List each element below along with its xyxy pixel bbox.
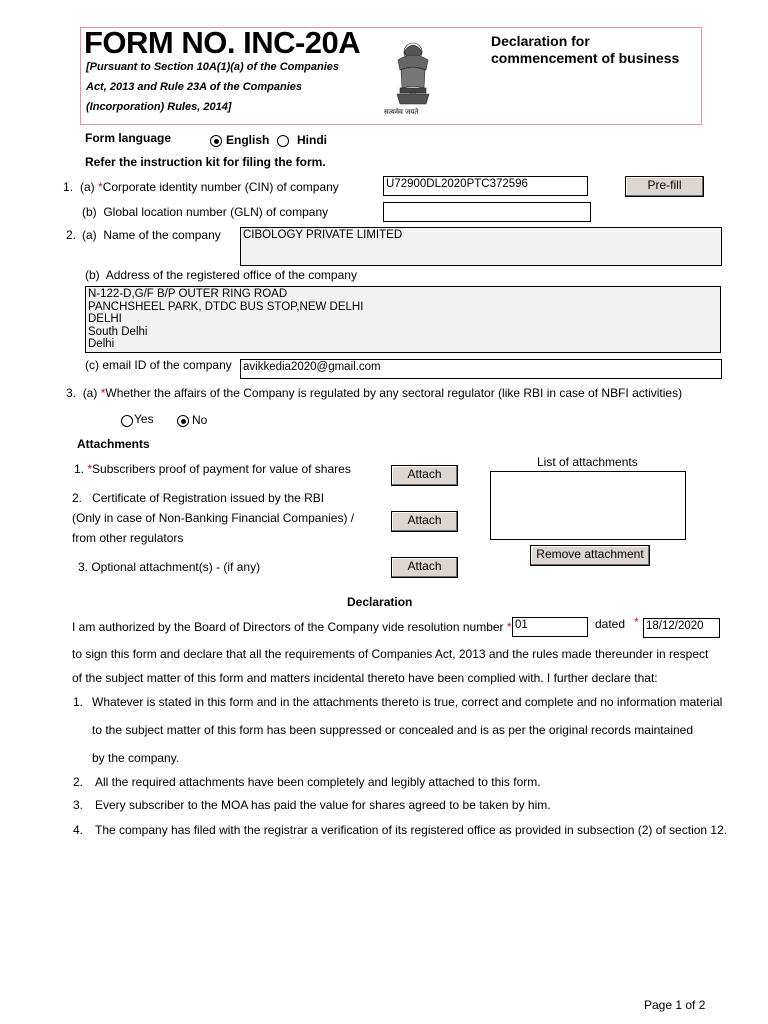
- registered-address-field[interactable]: [85, 286, 721, 353]
- attach-button-2[interactable]: Attach: [391, 511, 458, 532]
- q1b-label: [82, 205, 328, 219]
- attachments-title: Attachments: [77, 437, 150, 451]
- declaration-line-2: to sign this form and declare that all the requirements of Companies Act, 2013 and the rules made thereunder in respect: [72, 647, 709, 661]
- radio-yes-label: Yes: [134, 412, 154, 426]
- gln-input[interactable]: [383, 202, 591, 222]
- point-4-number: 4.: [73, 823, 84, 837]
- q2b-label: [85, 268, 357, 282]
- q2c-text: email ID of the company: [102, 358, 232, 372]
- q2c-label: [85, 358, 232, 372]
- q1a-text: Corporate identity number (CIN) of company: [102, 180, 339, 194]
- page-number: Page 1 of 2: [644, 998, 706, 1012]
- declaration-line-3: of the subject matter of this form and matters incidental thereto have been complied with. I further declare that:: [72, 671, 658, 685]
- point-1-line-2: to the subject matter of this form has been suppressed or concealed and is as per the original records maintained: [92, 723, 694, 737]
- address-line-5: Delhi: [88, 338, 115, 350]
- dated-label: dated: [595, 617, 626, 631]
- address-line-2: PANCHSHEEL PARK, DTDC BUS STOP,NEW DELHI: [88, 300, 364, 313]
- radio-no-label: No: [192, 413, 208, 427]
- required-mark: *: [506, 620, 512, 634]
- attachment-2-number: 2.: [72, 491, 83, 505]
- q2a-text: Name of the company: [103, 228, 221, 242]
- declaration-title: Declaration: [347, 595, 413, 609]
- point-2-text: All the required attachments have been completely and legibly attached to this form.: [95, 775, 541, 789]
- address-line-1: N-122-D,G/F B/P OUTER RING ROAD: [88, 288, 288, 300]
- form-number-title: FORM NO. INC-20A: [84, 25, 361, 60]
- required-mark: *: [87, 462, 93, 476]
- attachment-2-line-2: (Only in case of Non-Banking Financial Companies) /: [72, 511, 355, 525]
- pursuant-line-3: (Incorporation) Rules, 2014]: [86, 101, 232, 113]
- point-3-number: 3.: [73, 798, 84, 812]
- prefill-button[interactable]: Pre-fill: [625, 176, 704, 197]
- attachments-list-box[interactable]: [490, 471, 686, 540]
- q2b-text: Address of the registered office of the company: [105, 268, 357, 282]
- required-mark: *: [100, 386, 106, 400]
- point-2-number: 2.: [73, 775, 84, 789]
- attach-button-1[interactable]: Attach: [391, 465, 458, 486]
- resolution-number-input[interactable]: 01: [512, 617, 588, 637]
- radio-hindi-label: Hindi: [297, 133, 327, 147]
- point-3-text: Every subscriber to the MOA has paid the value for shares agreed to be taken by him.: [95, 798, 551, 812]
- q1a-label: [80, 180, 339, 194]
- emblem-motto: सत्यमेव जयते: [384, 108, 419, 116]
- required-mark: *: [98, 180, 103, 194]
- attachment-2-text: Certificate of Registration issued by the RBI: [92, 491, 325, 505]
- point-1-line-3: by the company.: [92, 751, 180, 765]
- point-1-line-1: Whatever is stated in this form and in the attachments thereto is true, correct and complete and no information material: [92, 695, 723, 709]
- form-subject-line-2: commencement of business: [491, 50, 680, 66]
- form-subject-line-1: Declaration for: [491, 33, 590, 49]
- radio-english-label: English: [226, 133, 270, 147]
- address-line-3: DELHI: [88, 313, 122, 325]
- address-line-4: South Delhi: [88, 325, 148, 338]
- q3-text: Whether the affairs of the Company is regulated by any sectoral regulator (like RBI in case of NBFI activities): [105, 386, 683, 400]
- q2a-letter: (a): [82, 228, 97, 242]
- remove-attachment-button[interactable]: Remove attachment: [530, 545, 650, 566]
- q1b-letter: (b): [82, 205, 97, 219]
- q2-number: 2.: [66, 228, 77, 242]
- attachment-1-text: Subscribers proof of payment for value of shares: [92, 462, 351, 476]
- q3-label: [66, 386, 682, 400]
- attach-button-3[interactable]: Attach: [391, 557, 458, 578]
- email-field[interactable]: avikkedia2020@gmail.com: [240, 359, 722, 379]
- point-1-number: 1.: [73, 695, 84, 709]
- radio-yes[interactable]: [121, 415, 133, 427]
- resolution-date-input[interactable]: 18/12/2020: [643, 618, 720, 638]
- radio-english[interactable]: [210, 135, 222, 147]
- cin-input[interactable]: U72900DL2020PTC372596: [383, 176, 588, 196]
- radio-no[interactable]: [177, 415, 189, 427]
- company-name-field[interactable]: CIBOLOGY PRIVATE LIMITED: [240, 227, 722, 266]
- form-language-label: Form language: [85, 131, 172, 145]
- attachments-list-title: List of attachments: [537, 455, 638, 469]
- radio-hindi[interactable]: [277, 135, 289, 147]
- authorization-text: [72, 620, 512, 634]
- q1b-text: Global location number (GLN) of company: [103, 205, 329, 219]
- form-subject-title: [491, 33, 679, 67]
- q1a-letter: (a): [80, 180, 95, 194]
- point-4-text: The company has filed with the registrar a verification of its registered office as provided in subsection (2) of section 12.: [95, 823, 728, 837]
- q3-number: 3.: [66, 386, 77, 400]
- authorization-statement: I am authorized by the Board of Directors of the Company vide resolution number: [72, 620, 504, 634]
- attachment-2-line-1: [72, 491, 324, 505]
- instruction-text: Refer the instruction kit for filing the form.: [85, 155, 326, 169]
- q2b-letter: (b): [85, 268, 100, 282]
- attachment-2-line-3: from other regulators: [72, 531, 184, 545]
- attachment-3-label: 3. Optional attachment(s) - (if any): [78, 560, 261, 574]
- q2a-label: [82, 228, 221, 242]
- required-mark: *: [634, 615, 639, 629]
- q1-number: 1.: [63, 180, 74, 194]
- national-emblem-icon: [388, 38, 438, 118]
- q2c-letter: (c): [85, 358, 99, 372]
- pursuant-line-2: Act, 2013 and Rule 23A of the Companies: [86, 81, 302, 93]
- attachment-1-number: 1.: [74, 462, 85, 476]
- attachment-1-label: [74, 462, 351, 476]
- pursuant-line-1: [Pursuant to Section 10A(1)(a) of the Companies: [86, 61, 340, 73]
- q3a-letter: (a): [82, 386, 98, 400]
